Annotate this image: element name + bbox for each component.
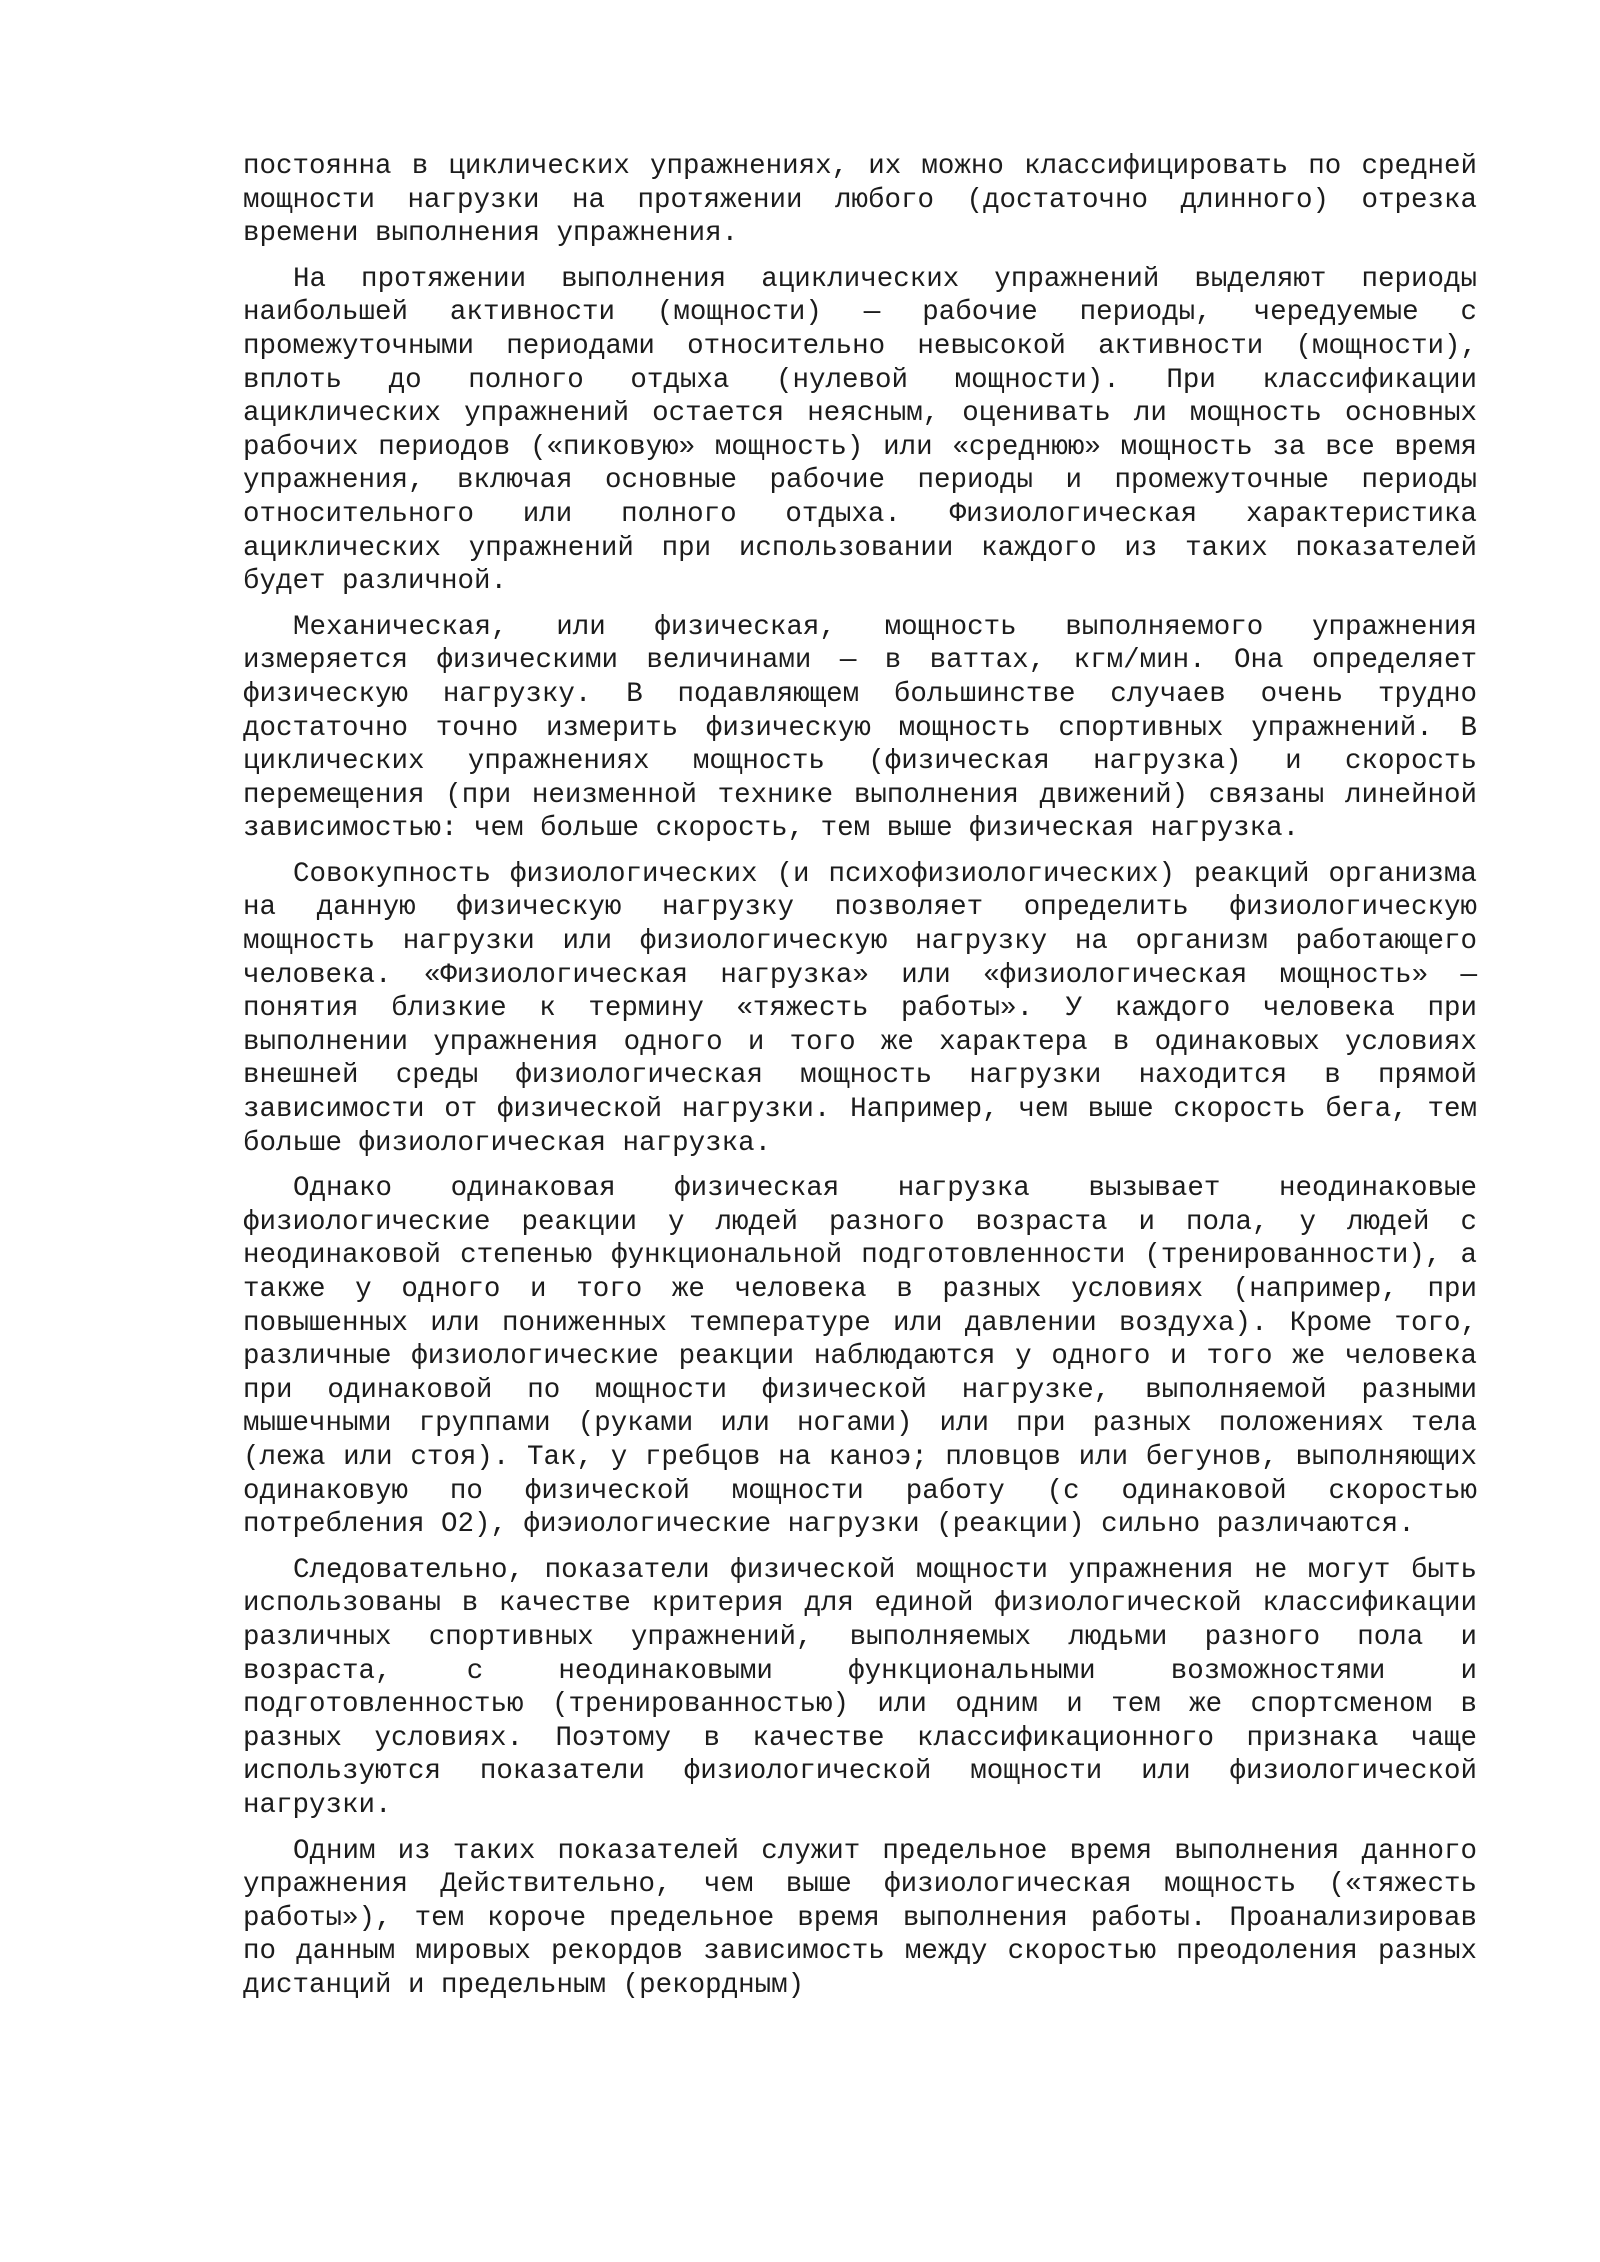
paragraph-7: Одним из таких показателей служит предельное время выполнения данного упражнения Действительно, чем выше физиологическая мощность («тяжесть работы»), тем короче предельное время выполнения работы. Проанализировав по данным мировых рекордов зависимость между скоростью преодоления разных дистанций и предельным (рекордным): [243, 1835, 1477, 2001]
paragraph-3: Механическая, или физическая, мощность выполняемого упражнения измеряется физическими величинами — в ваттах, кгм/мин. Она определяет физическую нагрузку. В подавляющем большинстве случаев очень трудно достаточно точно измерить физическую мощность спортивных упражнений. В циклических упражнениях мощность (физическая нагрузка) и скорость перемещения (при неизменной технике выполнения движений) связаны линейной зависимостью: чем больше скорость, тем выше физическая нагрузка.: [243, 611, 1477, 845]
paragraph-4: Совокупность физиологических (и психофизиологических) реакций организма на данную физическую нагрузку позволяет определить физиологическую мощность нагрузки или физиологическую нагрузку на организм работающего человека. «Физиологическая нагрузка» или «физиологическая мощность» — понятия близкие к термину «тяжесть работы». У каждого человека при выполнении упражнения одного и того же характера в одинаковых условиях внешней среды физиологическая мощность нагрузки находится в прямой зависимости от физической нагрузки. Например, чем выше скорость бега, тем больше физиологическая нагрузка.: [243, 858, 1477, 1159]
paragraph-2: На протяжении выполнения ациклических упражнений выделяют периоды наибольшей активности (мощности) — рабочие периоды, чередуемые с промежуточными периодами относительно невысокой активности (мощности), вплоть до полного отдыха (нулевой мощности). При классификации ациклических упражнений остается неясным, оценивать ли мощность основных рабочих периодов («пиковую» мощность) или «среднюю» мощность за все время упражнения, включая основные рабочие периоды и промежуточные периоды относительного или полного отдыха. Физиологическая характеристика ациклических упражнений при использовании каждого из таких показателей будет различной.: [243, 263, 1477, 598]
document-page: [243, 150, 1477, 2014]
paragraph-6: Следовательно, показатели физической мощности упражнения не могут быть использованы в качестве критерия для единой физиологической классификации различных спортивных упражнений, выполняемых людьми разного пола и возраста, с неодинаковыми функциональными возможностями и подготовленностью (тренированностью) или одним и тем же спортсменом в разных условиях. Поэтому в качестве классификационного признака чаще используются показатели физиологической мощности или физиологической нагрузки.: [243, 1554, 1477, 1821]
paragraph-5: Однако одинаковая физическая нагрузка вызывает неодинаковые физиологические реакции у людей разного возраста и пола, у людей с неодинаковой степенью функциональной подготовленности (тренированности), а также у одного и того же человека в разных условиях (например, при повышенных или пониженных температуре или давлении воздуха). Кроме того, различные физиологические реакции наблюдаются у одного и того же человека при одинаковой по мощности физической нагрузке, выполняемой разными мышечными группами (руками или ногами) или при разных положениях тела (лежа или стоя). Так, у гребцов на каноэ; пловцов или бегунов, выполняющих одинаковую по физической мощности работу (с одинаковой скоростью потребления О2), фиэиологические нагрузки (реакции) сильно различаются.: [243, 1173, 1477, 1541]
paragraph-1: постоянна в циклических упражнениях, их можно классифицировать по средней мощности нагрузки на протяжении любого (достаточно длинного) отрезка времени выполнения упражнения.: [243, 151, 1477, 250]
